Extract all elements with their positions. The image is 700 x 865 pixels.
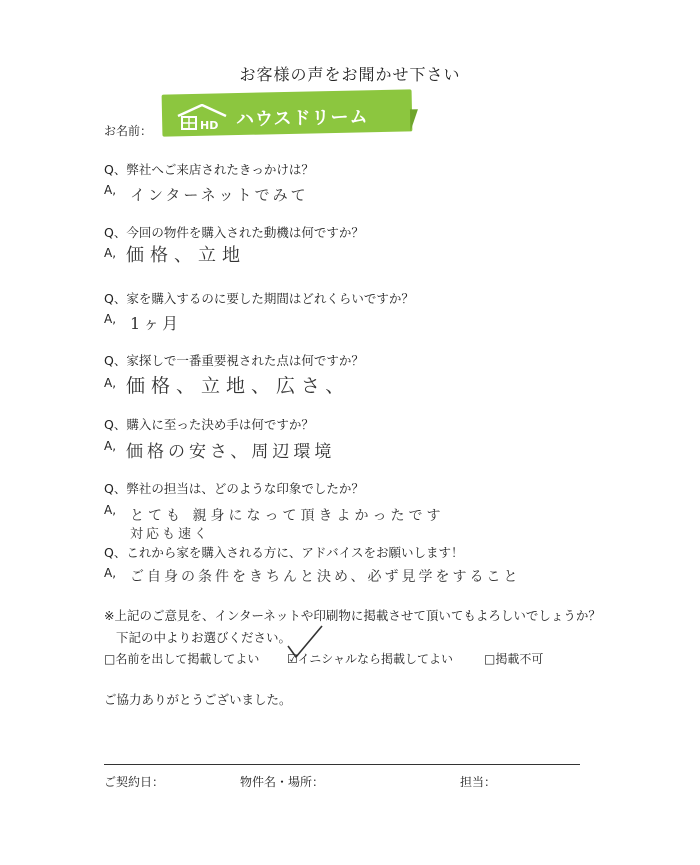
consent-question: ※上記のご意見を、インターネットや印刷物に掲載させて頂いてもよろしいでしょうか？	[104, 608, 601, 623]
answer-6-extra: 対応も速く	[130, 527, 211, 542]
answer-5: 価格の安さ、周辺環境	[126, 442, 336, 462]
question-7: Q、これから家を購入される方に、アドバイスをお願いします！	[104, 545, 464, 560]
answer-7: ご自身の条件をきちんと決め、必ず見学をすること	[130, 569, 521, 585]
question-4: Q、家探しで一番重要視された点は何ですか？	[104, 353, 364, 368]
option-initials-published[interactable]: ☑イニシャルなら掲載してよい	[287, 652, 454, 666]
answer-1: インターネットでみて	[130, 186, 309, 204]
logo-mark: HD	[200, 119, 219, 132]
property-label: 物件名・場所：	[240, 775, 325, 789]
answer-2: 価格、立地	[126, 245, 246, 266]
question-6: Q、弊社の担当は、どのような印象でしたか？	[104, 481, 364, 496]
answer-prefix-4: A,	[104, 376, 117, 390]
thanks-text: ご協力ありがとうございました。	[104, 692, 292, 707]
answer-prefix-6: A,	[104, 503, 117, 517]
question-3: Q、家を購入するのに要した期間はどれくらいですか？	[104, 291, 414, 306]
option-no-publish[interactable]: □掲載不可	[484, 652, 544, 666]
answer-6: とても 親身になって頂きよかったです	[130, 508, 445, 524]
answer-prefix-5: A,	[104, 439, 117, 453]
consent-instruction: 下記の中よりお選びください。	[116, 630, 292, 645]
handwritten-check-mark-icon	[284, 624, 324, 660]
answer-4: 価格、立地、広さ、	[126, 375, 351, 397]
answer-3: 1ヶ月	[130, 314, 182, 333]
form-title: お客様の声をお聞かせ下さい	[239, 65, 461, 84]
footer-divider	[104, 764, 580, 765]
house-logo-icon	[176, 104, 228, 132]
option-name-published[interactable]: □名前を出して掲載してよい	[104, 652, 260, 666]
question-1: Q、弊社へご来店されたきっかけは？	[104, 162, 314, 177]
answer-prefix-2: A,	[104, 246, 117, 260]
answer-prefix-3: A,	[104, 312, 117, 326]
logo-text: ハウスドリーム	[235, 106, 369, 131]
staff-label: 担当：	[460, 775, 497, 789]
contract-date-label: ご契約日：	[104, 775, 165, 789]
name-label: お名前：	[104, 124, 153, 138]
answer-prefix-1: A,	[104, 183, 117, 197]
answer-prefix-7: A,	[104, 566, 117, 580]
question-5: Q、購入に至った決め手は何ですか？	[104, 417, 314, 432]
question-2: Q、今回の物件を購入された動機は何ですか？	[104, 225, 364, 240]
